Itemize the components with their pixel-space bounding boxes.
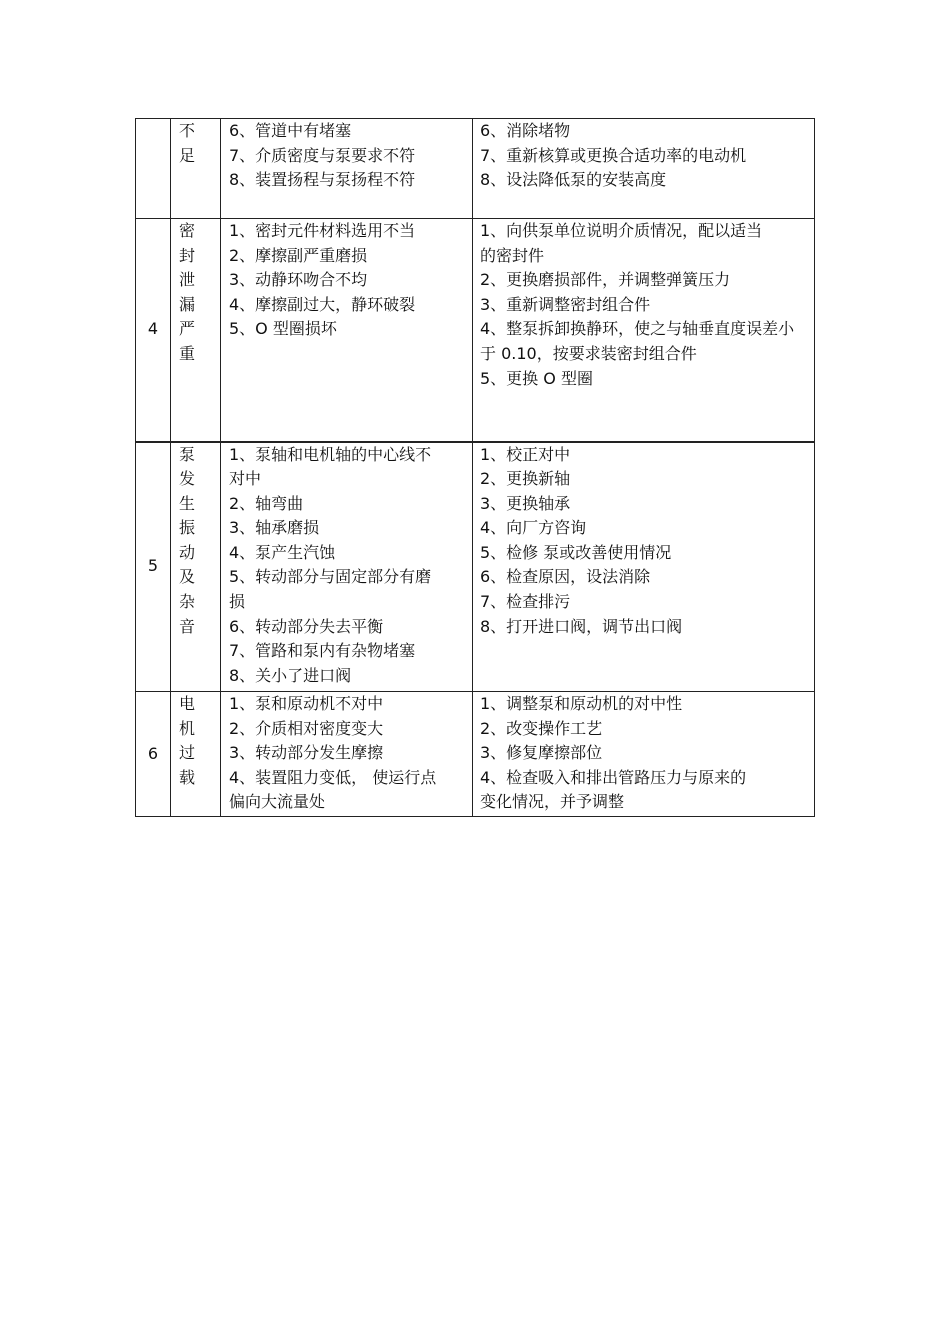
cause-line: 2、摩擦副严重磨损 (229, 245, 368, 265)
fix-line: 3、修复摩擦部位 (480, 743, 603, 763)
symptom-cell (171, 119, 221, 219)
fix-line: 变化情况，并予调整 (480, 792, 625, 812)
row-number: 6 (136, 692, 171, 817)
row-number: 4 (136, 219, 171, 442)
cause-cell (221, 692, 473, 817)
fix-line: 4、向厂方咨询 (480, 518, 587, 538)
symptom-char: 及 (179, 567, 196, 587)
fix-cell (473, 119, 815, 219)
fix-line: 8、打开进口阀，调节出口阀 (480, 616, 683, 636)
cause-cell (221, 219, 473, 442)
symptom-cell (171, 219, 221, 442)
fix-cell (473, 442, 815, 692)
cause-line: 1、密封元件材料选用不当 (229, 221, 416, 240)
fix-line: 5、检修 泵或改善使用情况 (480, 542, 672, 562)
symptom-char: 密 (179, 221, 196, 240)
fix-line: 1、调整泵和原动机的对中性 (480, 694, 683, 713)
fix-line: 3、更换轴承 (480, 493, 571, 513)
fix-line: 7、重新核算或更换合适功率的电动机 (480, 145, 747, 165)
symptom-char: 杂 (179, 592, 196, 612)
fix-line: 5、更换 O 型圈 (480, 368, 593, 388)
cause-cell (221, 119, 473, 219)
cause-line: 8、关小了进口阀 (229, 665, 352, 685)
symptom-char: 音 (179, 616, 196, 636)
table-row (136, 119, 815, 219)
cause-line: 4、摩擦副过大，静环破裂 (229, 294, 416, 314)
cause-line: 6、管道中有堵塞 (229, 121, 352, 140)
fix-line: 3、重新调整密封组合件 (480, 294, 651, 314)
fix-line: 于 0.10，按要求装密封组合件 (480, 343, 697, 363)
symptom-char: 漏 (179, 294, 196, 314)
symptom-char: 过 (179, 743, 196, 763)
symptom-char: 泄 (179, 270, 196, 290)
cause-line: 5、转动部分与固定部分有磨 (229, 567, 432, 587)
pump-fault-table (135, 118, 815, 817)
cause-line: 对中 (229, 469, 262, 489)
fix-line: 7、检查排污 (480, 592, 571, 612)
fix-line: 4、整泵拆卸换静环，使之与轴垂直度误差小 (480, 319, 795, 339)
symptom-char: 发 (179, 469, 196, 489)
cause-line: 7、管路和泵内有杂物堵塞 (229, 641, 416, 661)
symptom-char: 严 (179, 319, 196, 339)
fix-line: 4、检查吸入和排出管路压力与原来的 (480, 767, 747, 787)
fix-line: 8、设法降低泵的安装高度 (480, 170, 667, 190)
fix-line: 1、校正对中 (480, 444, 571, 464)
symptom-char: 振 (179, 518, 196, 538)
cause-line: 3、轴承磨损 (229, 518, 320, 538)
fix-line: 2、改变操作工艺 (480, 718, 603, 738)
symptom-char: 足 (179, 145, 196, 165)
fix-line: 2、更换新轴 (480, 469, 571, 489)
cause-line: 6、转动部分失去平衡 (229, 616, 384, 636)
symptom-char: 泵 (179, 444, 196, 464)
cause-line: 2、轴弯曲 (229, 493, 304, 513)
symptom-char: 生 (179, 493, 196, 513)
cause-line: 4、泵产生汽蚀 (229, 542, 336, 562)
cause-line: 偏向大流量处 (229, 792, 326, 812)
row-number (136, 119, 171, 219)
cause-line: 4、装置阻力变低， 使运行点 (229, 767, 437, 787)
symptom-cell (171, 692, 221, 817)
symptom-char: 封 (179, 245, 196, 265)
cause-line: 3、动静环吻合不均 (229, 270, 368, 290)
row-number: 5 (136, 442, 171, 692)
fix-cell (473, 692, 815, 817)
fix-cell (473, 219, 815, 442)
fix-line: 2、更换磨损部件，并调整弹簧压力 (480, 270, 731, 290)
fix-line: 的密封件 (480, 245, 545, 265)
symptom-char: 机 (179, 718, 196, 738)
table-row (136, 442, 815, 692)
cause-line: 3、转动部分发生摩擦 (229, 743, 384, 763)
fix-line: 6、消除堵物 (480, 121, 571, 140)
cause-line: 5、O 型圈损坏 (229, 319, 337, 339)
cause-line: 2、介质相对密度变大 (229, 718, 384, 738)
symptom-char: 不 (179, 121, 196, 140)
fix-line: 1、向供泵单位说明介质情况，配以适当 (480, 221, 763, 240)
cause-cell (221, 442, 473, 692)
table-row (136, 692, 815, 817)
cause-line: 7、介质密度与泵要求不符 (229, 145, 416, 165)
symptom-char: 载 (179, 767, 196, 787)
cause-line: 8、装置扬程与泵扬程不符 (229, 170, 416, 190)
cause-line: 1、泵轴和电机轴的中心线不 (229, 444, 432, 464)
fix-line: 6、检查原因，设法消除 (480, 567, 651, 587)
cause-line: 损 (229, 592, 246, 612)
symptom-char: 重 (179, 343, 196, 363)
cause-line: 1、泵和原动机不对中 (229, 694, 384, 713)
table-row (136, 219, 815, 442)
symptom-char: 电 (179, 694, 196, 713)
symptom-cell (171, 442, 221, 692)
symptom-char: 动 (179, 542, 196, 562)
fault-table-body (136, 119, 815, 817)
